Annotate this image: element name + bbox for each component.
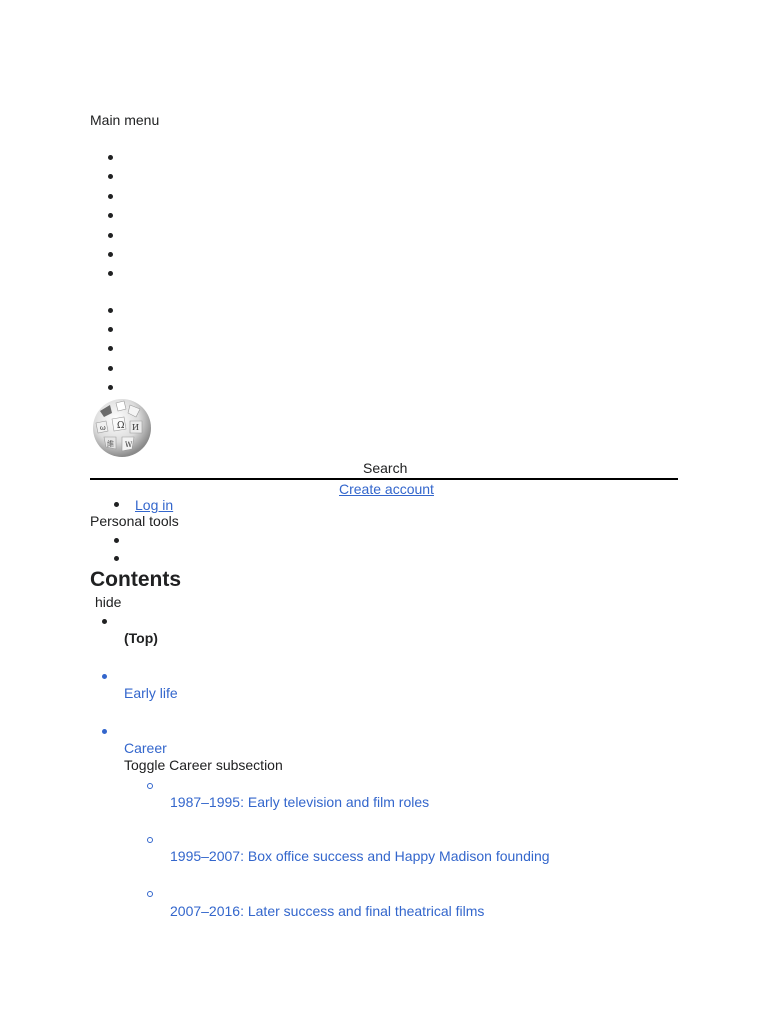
svg-text:Ω: Ω — [117, 421, 125, 431]
toc-toggle-career[interactable]: Toggle Career subsection — [124, 757, 283, 773]
main-menu-item[interactable] — [108, 385, 113, 390]
toc-subitem-2007-2016[interactable]: 2007–2016: Later success and final theatrical films — [170, 903, 485, 919]
svg-text:ω: ω — [100, 424, 106, 432]
create-account-link[interactable] — [339, 481, 434, 497]
personal-tools-item[interactable] — [114, 556, 119, 561]
main-menu-item[interactable] — [108, 155, 113, 160]
toc-sub-bullet — [147, 837, 153, 843]
list-bullet — [114, 502, 119, 507]
toc-subitem-1995-2007[interactable]: 1995–2007: Box office success and Happy Madison founding — [170, 848, 550, 864]
search-underline — [90, 478, 678, 480]
toc-bullet — [102, 674, 107, 679]
main-menu-item[interactable] — [108, 194, 113, 199]
svg-text:維: 維 — [107, 440, 114, 448]
create-account-text[interactable]: Create account — [339, 481, 434, 497]
main-menu-item[interactable] — [108, 308, 113, 313]
toc-title: Contents — [90, 568, 181, 591]
log-in-text[interactable]: Log in — [135, 497, 174, 513]
toc-sub-bullet — [147, 891, 153, 897]
toc-item-career[interactable]: Career — [124, 740, 167, 756]
toc-bullet — [102, 729, 107, 734]
main-menu-item[interactable] — [108, 213, 113, 218]
toc-hide-button[interactable]: hide — [95, 594, 122, 610]
main-menu-item[interactable] — [108, 327, 113, 332]
log-in-link[interactable] — [135, 497, 173, 513]
wikipedia-globe-icon[interactable] — [90, 397, 154, 459]
search-label: Search — [363, 460, 408, 476]
toc-sub-bullet — [147, 783, 153, 789]
main-menu-item[interactable] — [108, 174, 113, 179]
toc-subitem-1987-1995[interactable]: 1987–1995: Early television and film roles — [170, 794, 430, 810]
personal-tools-label[interactable]: Personal tools — [90, 513, 179, 529]
main-menu-label[interactable]: Main menu — [90, 112, 160, 128]
toc-item-early-life[interactable]: Early life — [124, 685, 178, 701]
main-menu-item[interactable] — [108, 233, 113, 238]
main-menu-item[interactable] — [108, 271, 113, 276]
toc-top-link[interactable]: (Top) — [124, 630, 158, 646]
svg-text:W: W — [125, 441, 133, 449]
main-menu-item[interactable] — [108, 346, 113, 351]
toc-bullet — [102, 619, 107, 624]
svg-text:И: И — [132, 423, 139, 432]
personal-tools-item[interactable] — [114, 538, 119, 543]
main-menu-item[interactable] — [108, 252, 113, 257]
main-menu-item[interactable] — [108, 366, 113, 371]
